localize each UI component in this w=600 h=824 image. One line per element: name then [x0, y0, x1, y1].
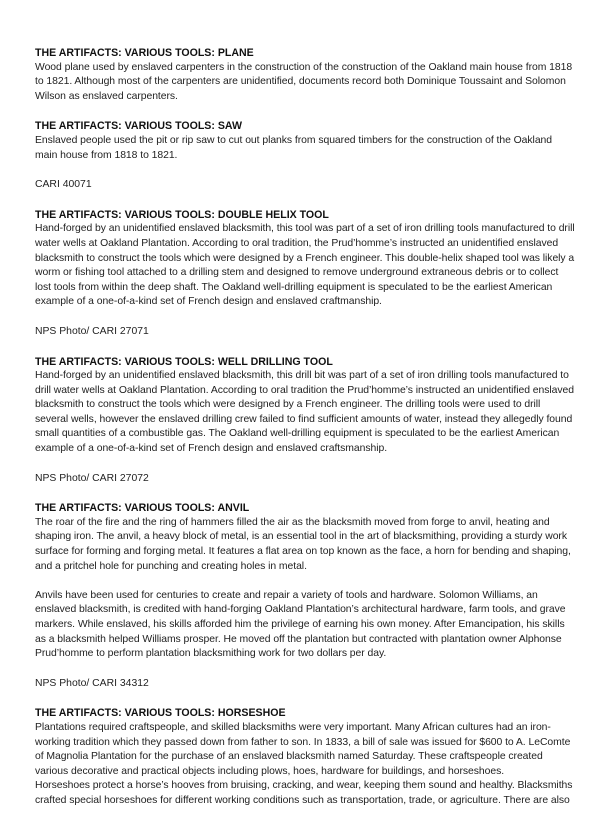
photo-caption: CARI 40071	[35, 179, 92, 191]
section-paragraph: Enslaved people used the pit or rip saw to cut out planks from squared timbers for the construction of the Oakland main house from 1818 to 1821.	[35, 134, 553, 161]
section-paragraph: Horseshoes protect a horse’s hooves from bruising, cracking, and wear, keeping them sound and healthy. Blacksmiths crafted special horseshoes for different working conditions such as transportation, trade, or agriculture. There are also	[35, 780, 573, 806]
section-paragraph: The roar of the fire and the ring of hammers filled the air as the blacksmith moved from forge to anvil, heating and shaping iron. The anvil, a heavy block of metal, is an essential tool in the art of blacksmithing, providing a sturdy work surface for forming and forging metal. It features a flat area on top known as the face, a horn for bending and shaping, and a pritchel hole for punching and creating holes in metal.	[35, 516, 571, 572]
photo-caption: NPS Photo/ CARI 27071	[35, 325, 149, 337]
section-paragraph: Wood plane used by enslaved carpenters in the construction of the construction of the Oakland main house from 1818 to 1821. Although most of the carpenters are unidentified, documents record both Dominique Toussaint and Solomon Wilson as enslaved carpenters.	[35, 61, 573, 102]
section-heading: THE ARTIFACTS: VARIOUS TOOLS: PLANE	[35, 47, 254, 59]
section-heading: THE ARTIFACTS: VARIOUS TOOLS: WELL DRILLING TOOL	[35, 355, 333, 368]
section-plane	[35, 46, 575, 104]
section-anvil	[35, 501, 575, 662]
section-heading: THE ARTIFACTS: VARIOUS TOOLS: ANVIL	[35, 502, 250, 515]
section-paragraph: Hand-forged by an unidentified enslaved blacksmith, this tool was part of a set of iron drilling tools manufactured to drill water wells at Oakland Plantation. According to oral tradition, the Prud’homme’s instructed an unidentified enslaved blacksmith to construct the tools which were designed by a French engineer. This double-helix shaped tool was likely a worm or fishing tool attached to a drilling stem and designed to remove underground extraneous debris or to collect lost tools from within the deep shaft. The Oakland well-drilling equipment is speculated to be the earliest American example of a one-of-a-kind set of French design and enslaved craftmanship.	[35, 223, 575, 308]
section-double-helix-tool	[35, 208, 575, 310]
section-well-drilling-tool	[35, 355, 575, 457]
section-paragraph: Plantations required craftspeople, and skilled blacksmiths were very important. Many African cultures had an iron-working tradition which they passed down from father to son. In 1833, a bill of sale was issued for $600 to A. LeComte of Magnolia Plantation for the purchase of an enslaved blacksmith named Saturday. These craftspeople created various decorative and practical objects including plows, hoes, hardware for buildings, and horseshoes.	[35, 721, 571, 777]
photo-caption: NPS Photo/ CARI 34312	[35, 677, 149, 689]
section-heading: THE ARTIFACTS: VARIOUS TOOLS: DOUBLE HELIX TOOL	[35, 208, 329, 221]
section-heading: THE ARTIFACTS: VARIOUS TOOLS: HORSESHOE	[35, 707, 286, 720]
section-paragraph: Hand-forged by an unidentified enslaved blacksmith, this drill bit was part of a set of iron drilling tools manufactured to drill water wells at Oakland Plantation. According to oral tradition the Prud’homme’s instructed an unidentified enslaved blacksmith to construct the tools which were designed by a French engineer. The drilling tools were used to drill several wells, however the enslaved drilling crew failed to find sufficient amounts of water, instead they allegedly found small quantities of a combustible gas. The Oakland well-drilling equipment is speculated to be the earliest American example of a one-of-a-kind set of French design and enslaved craftsmanship.	[35, 370, 574, 455]
photo-caption: NPS Photo/ CARI 27072	[35, 472, 149, 484]
section-horseshoe	[35, 706, 575, 808]
section-paragraph: Anvils have been used for centuries to create and repair a variety of tools and hardware. Solomon Williams, an enslaved blacksmith, is credited with hand-forging Oakland Plantation’s architectural hardware, farm tools, and grave markers. While enslaved, his skills afforded him the privilege of earning his own money. After Emancipation, his skills as a blacksmith helped Williams prosper. He moved off the plantation but contracted with plantation owner Alphonse Prud’homme to perform plantation blacksmithing work for two dollars per day.	[35, 589, 566, 660]
document-page	[35, 46, 575, 824]
section-heading: THE ARTIFACTS: VARIOUS TOOLS: SAW	[35, 120, 242, 133]
section-saw	[35, 119, 575, 163]
